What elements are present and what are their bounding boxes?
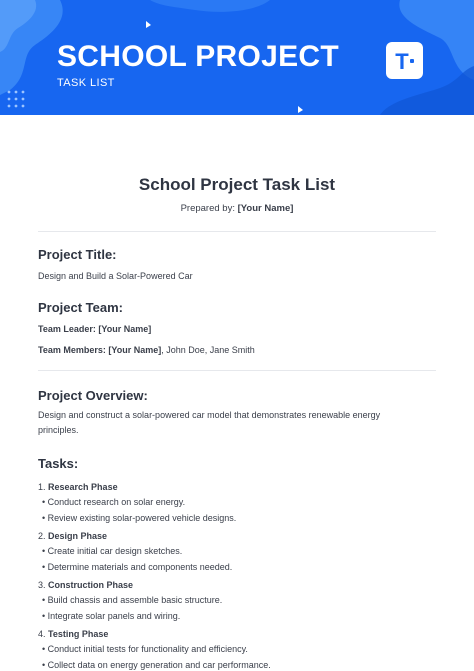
- phase-name: Design Phase: [48, 531, 108, 541]
- phase-number: 1.: [38, 482, 46, 492]
- prepared-label: Prepared by:: [180, 203, 235, 214]
- brand-logo: [386, 42, 423, 79]
- phase-design: [38, 528, 438, 575]
- task-text: Collect data on energy generation and car performance.: [47, 659, 271, 670]
- task-item: • Conduct research on solar energy.: [42, 497, 186, 507]
- divider: [38, 370, 436, 371]
- divider: [38, 231, 436, 232]
- task-item: • Integrate solar panels and wiring.: [42, 610, 181, 621]
- task-item: • Collect data on energy generation and car performance.: [42, 659, 271, 670]
- phase-number: 2.: [38, 531, 46, 541]
- document-title: School Project Task List: [138, 175, 336, 194]
- phase-heading: [38, 479, 438, 495]
- task-item: • Review existing solar-powered vehicle designs.: [42, 512, 237, 523]
- task-item: • Determine materials and components needed.: [42, 561, 233, 572]
- phase-research: [38, 479, 438, 526]
- prepared-by: [0, 203, 474, 214]
- task-text: Build chassis and assemble basic structure.: [47, 595, 223, 605]
- task-item: • Conduct initial tests for functionality and efficiency.: [42, 644, 248, 654]
- task-text: Conduct initial tests for functionality and efficiency.: [47, 644, 248, 654]
- phase-construction: [38, 577, 438, 624]
- banner-title: SCHOOL PROJECT: [57, 40, 340, 73]
- project-title-heading: Project Title:: [38, 247, 117, 262]
- phase-heading: [38, 577, 438, 593]
- overview-line-2: principles.: [38, 425, 79, 435]
- task-list: [38, 479, 438, 671]
- phase-testing: [38, 626, 438, 671]
- task-item: • Build chassis and assemble basic structure.: [42, 595, 223, 605]
- overview-heading: Project Overview:: [38, 388, 148, 403]
- team-members-value: [Your Name]: [108, 345, 162, 355]
- overview-text: [38, 408, 448, 438]
- team-members-label: Team Members:: [38, 345, 106, 355]
- team-leader-label: Team Leader:: [38, 324, 96, 334]
- banner-subtitle: TASK LIST: [57, 77, 115, 89]
- tasks-heading: Tasks:: [38, 456, 79, 471]
- task-text: Determine materials and components needed.: [47, 561, 233, 572]
- phase-name: Construction Phase: [48, 580, 134, 590]
- task-text: Create initial car design sketches.: [47, 546, 183, 556]
- project-team-heading: Project Team:: [38, 300, 124, 315]
- team-members-rest: , John Doe, Jane Smith: [161, 345, 255, 355]
- logo-letter: T: [395, 48, 409, 74]
- task-text: Review existing solar-powered vehicle designs.: [47, 512, 237, 523]
- header-banner: [0, 0, 474, 115]
- project-title-text: Design and Build a Solar-Powered Car: [38, 271, 193, 281]
- task-item: • Create initial car design sketches.: [42, 546, 183, 556]
- team-leader-value: [Your Name]: [98, 324, 152, 334]
- phase-number: 3.: [38, 580, 46, 590]
- task-text: Conduct research on solar energy.: [47, 497, 186, 507]
- phase-number: 4.: [38, 629, 46, 639]
- phase-name: Testing Phase: [48, 629, 109, 639]
- overview-line-1: Design and construct a solar-powered car model that demonstrates renewable energy: [38, 410, 381, 420]
- prepared-value: [Your Name]: [237, 203, 294, 214]
- logo-dot: [410, 59, 414, 63]
- phase-heading: [38, 626, 438, 642]
- phase-name: Research Phase: [48, 482, 118, 492]
- phase-heading: [38, 528, 438, 544]
- task-text: Integrate solar panels and wiring.: [47, 610, 181, 621]
- team-members: [38, 343, 255, 358]
- team-leader: [38, 322, 151, 337]
